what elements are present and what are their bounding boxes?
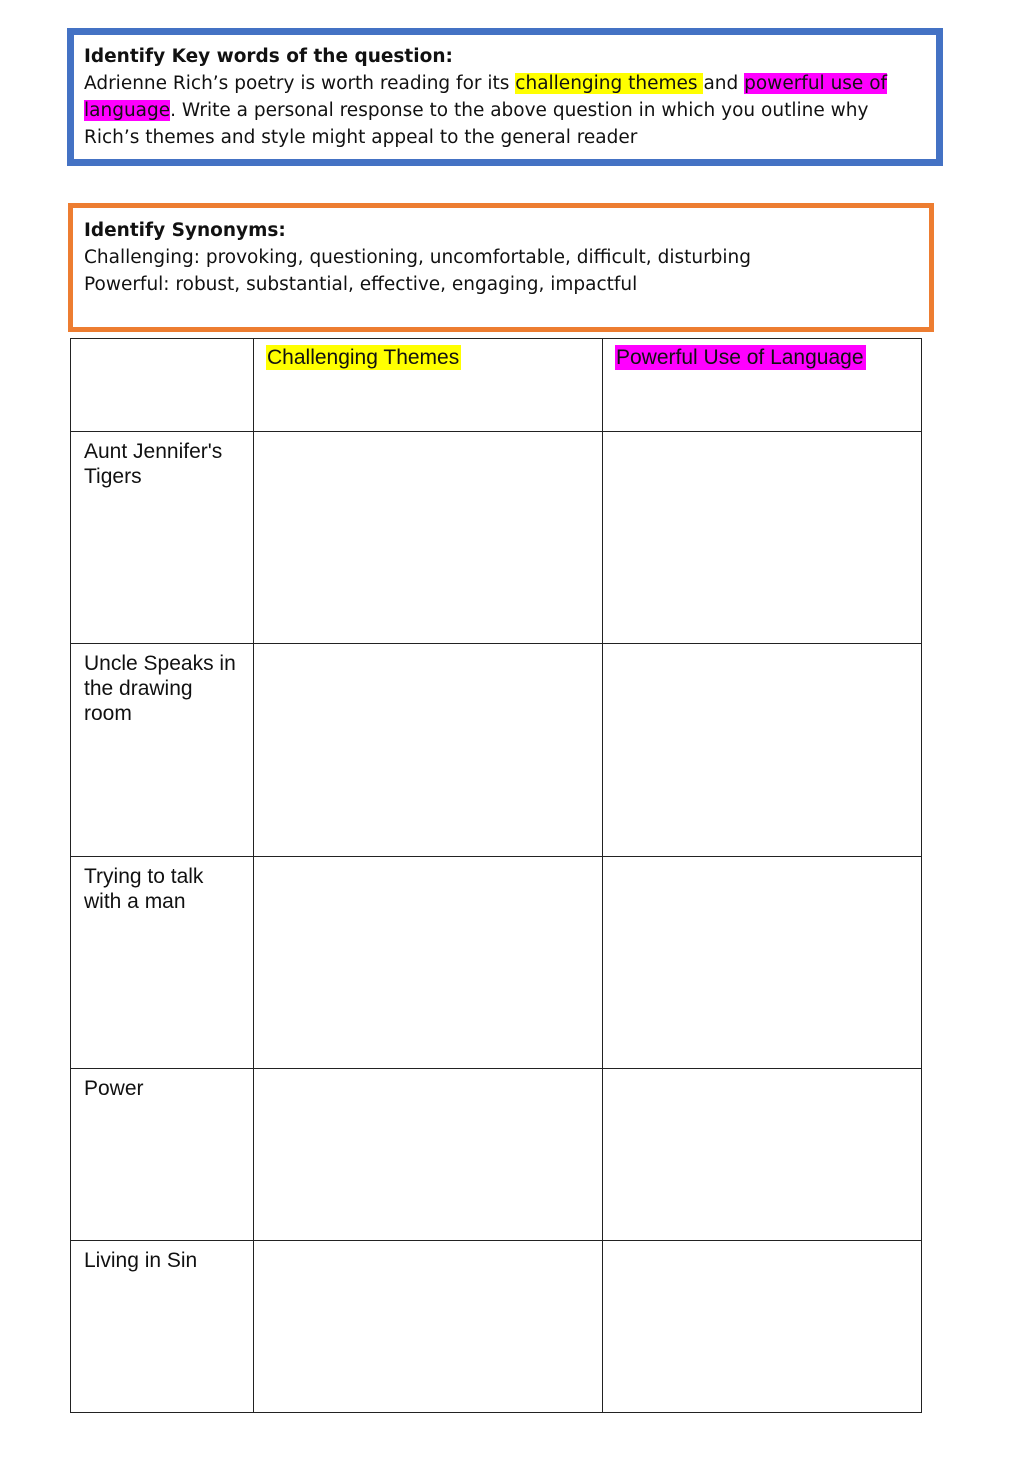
poem-cell — [71, 857, 254, 1069]
question-text-part-3: . Write a personal response to the above question in which you outline why Rich’s themes and style might appeal to the general reader — [84, 100, 869, 148]
table-row — [71, 1241, 922, 1413]
themes-cell[interactable] — [254, 432, 603, 644]
synonyms-box — [68, 203, 934, 332]
poem-cell — [71, 432, 254, 644]
themes-cell[interactable] — [254, 857, 603, 1069]
language-cell[interactable] — [603, 644, 922, 857]
language-cell[interactable] — [603, 432, 922, 644]
poem-title: Power — [84, 1077, 144, 1100]
poem-analysis-table — [70, 338, 922, 1413]
synonyms-heading: Identify Synonyms: — [84, 220, 286, 241]
header-language-cell — [603, 339, 922, 432]
header-challenging-themes: Challenging Themes — [267, 346, 460, 369]
keywords-heading: Identify Key words of the question: — [84, 46, 453, 67]
table-row — [71, 857, 922, 1069]
question-text — [84, 70, 926, 151]
table-row — [71, 1069, 922, 1241]
themes-cell[interactable] — [254, 644, 603, 857]
poem-title: Living in Sin — [84, 1249, 198, 1272]
themes-cell[interactable] — [254, 1241, 603, 1413]
header-powerful-language: Powerful Use of Language — [616, 346, 864, 369]
poem-cell — [71, 1069, 254, 1241]
question-text-part-2: and — [703, 73, 745, 94]
language-cell[interactable] — [603, 1241, 922, 1413]
header-poem-cell — [71, 339, 254, 432]
themes-cell[interactable] — [254, 1069, 603, 1241]
language-cell[interactable] — [603, 857, 922, 1069]
poem-cell — [71, 1241, 254, 1413]
table-row — [71, 432, 922, 644]
poem-cell — [71, 644, 254, 857]
highlight-powerful-language: powerful use of language — [84, 73, 888, 121]
language-cell[interactable] — [603, 1069, 922, 1241]
highlight-challenging-themes: challenging themes — [515, 73, 704, 94]
poem-title: Trying to talk with a man — [84, 865, 204, 913]
poem-title: Uncle Speaks in the drawing room — [84, 652, 236, 725]
synonyms-powerful: Powerful: robust, substantial, effective, engaging, impactful — [84, 274, 638, 295]
poem-title: Aunt Jennifer's Tigers — [84, 440, 223, 488]
table-row — [71, 644, 922, 857]
synonyms-challenging: Challenging: provoking, questioning, uncomfortable, difficult, disturbing — [84, 247, 752, 268]
header-themes-cell — [254, 339, 603, 432]
keywords-box — [67, 28, 943, 166]
question-text-part-1: Adrienne Rich’s poetry is worth reading for its — [84, 73, 516, 94]
table-header-row — [71, 339, 922, 432]
